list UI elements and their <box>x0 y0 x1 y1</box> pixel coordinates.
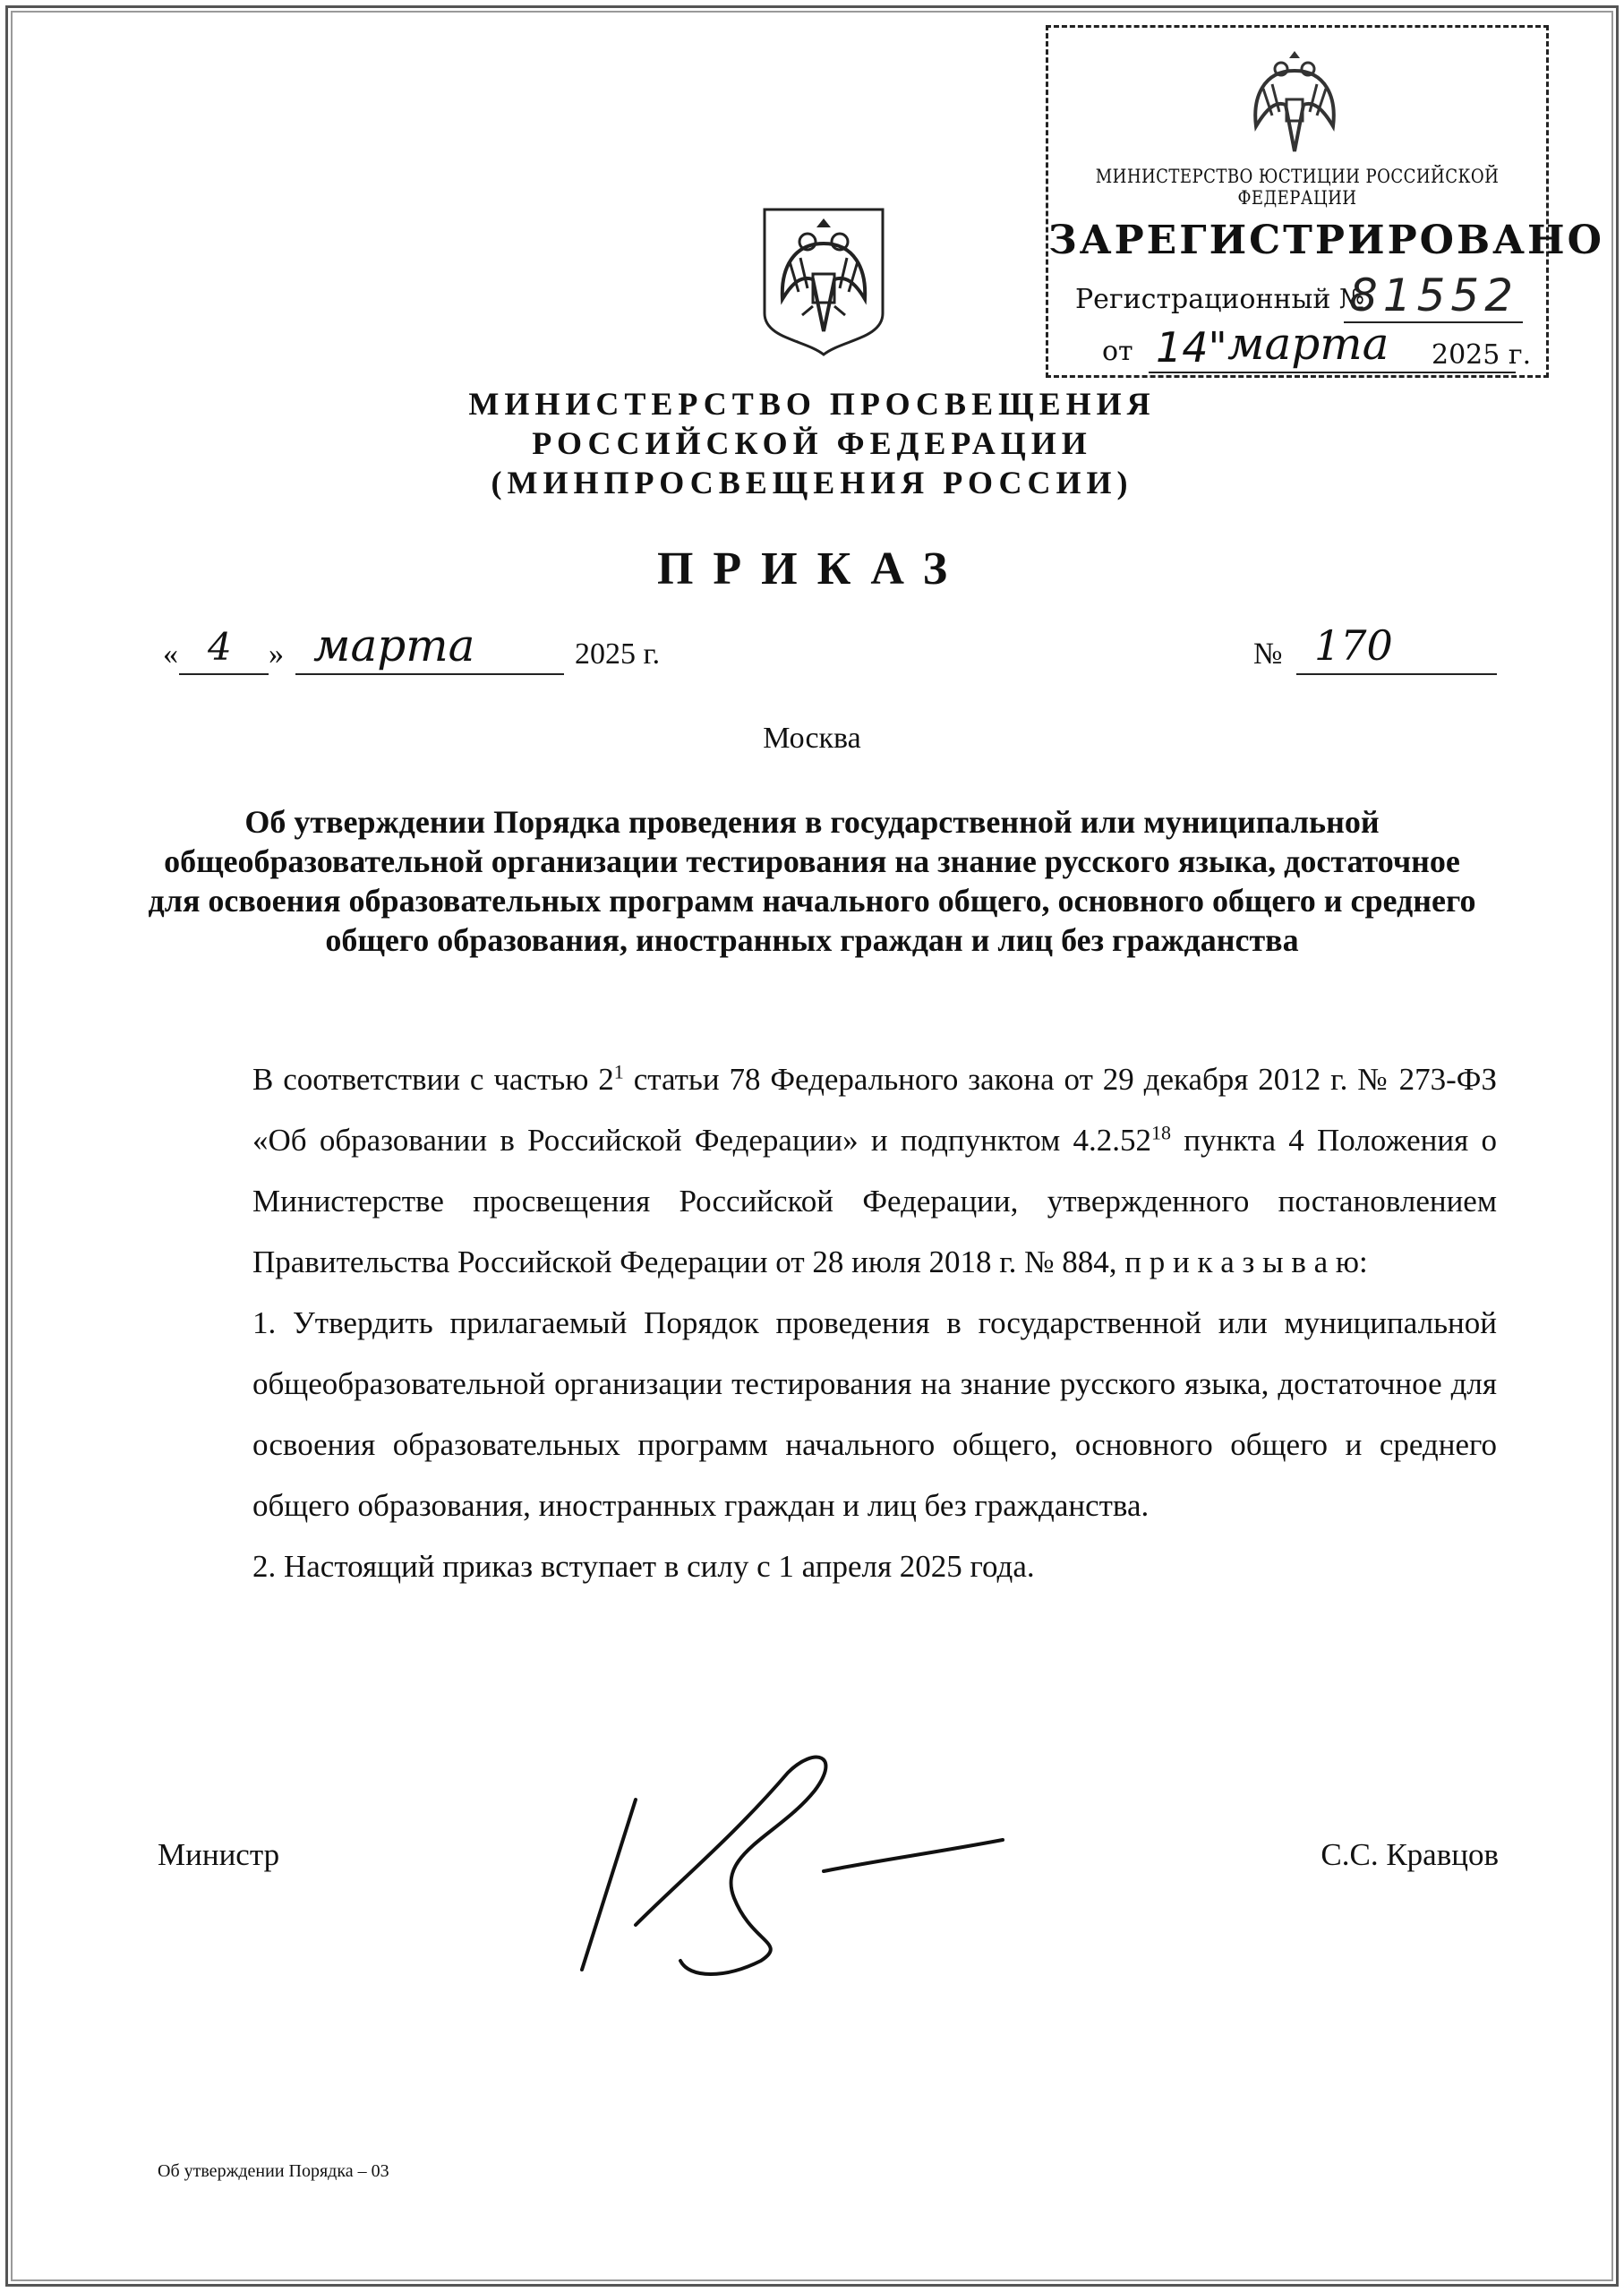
date-close-quote: » <box>269 637 284 671</box>
coat-of-arms-icon <box>761 206 886 358</box>
paragraph-item-2: 2. Настоящий приказ вступает в силу с 1 апреля 2025 года. <box>252 1549 1035 1584</box>
preamble-sup-2: 18 <box>1150 1121 1171 1144</box>
stamp-from-label: от <box>1102 336 1133 367</box>
preamble-part-c: пункта 4 Положения о Министерстве просвещения Российской Федерации, утвержденного постановлением Правительства Российской Федерации от 28 июля 2018 г. № 884, <box>252 1123 1497 1279</box>
ministry-name-line3: (МИНПРОСВЕЩЕНИЯ РОССИИ) <box>491 465 1133 500</box>
stamp-reg-number-label: Регистрационный № <box>1075 284 1365 315</box>
stamp-year: 2025 г. <box>1432 339 1532 371</box>
preamble-part-a: В соответствии с частью 2 <box>252 1062 614 1097</box>
date-month-underline <box>295 673 564 675</box>
date-month: марта <box>313 620 475 671</box>
city: Москва <box>763 722 861 755</box>
footer-note: Об утверждении Порядка – 03 <box>158 2161 389 2181</box>
order-number: 170 <box>1314 621 1393 670</box>
date-day: 4 <box>208 625 232 669</box>
stamp-ministry: МИНИСТЕРСТВО ЮСТИЦИИ РОССИЙСКОЙ ФЕДЕРАЦИИ <box>1095 166 1500 209</box>
order-title: ПРИКАЗ <box>656 543 968 594</box>
stamp-eagle-icon <box>1245 44 1344 160</box>
preamble-sup-1: 1 <box>613 1060 624 1083</box>
stamp-month: марта <box>1227 318 1389 370</box>
order-number-label: № <box>1253 637 1283 671</box>
preamble-part-b: статьи 78 Федерального закона от 29 декабря 2012 г. № 273-ФЗ «Об образовании в Российской Федерации» и подпунктом 4.2.52 <box>252 1062 1497 1158</box>
preamble-order-word: п р и к а з ы в а ю: <box>1116 1244 1368 1279</box>
body-text <box>158 1049 1497 1597</box>
order-number-underline <box>1296 673 1497 675</box>
stamp-reg-number: 81552 <box>1349 269 1519 321</box>
date-open-quote: « <box>163 637 178 671</box>
ministry-name-line1: МИНИСТЕРСТВО ПРОСВЕЩЕНИЯ <box>468 386 1156 422</box>
signatory-position: Министр <box>158 1837 280 1872</box>
date-year: 2025 г. <box>575 637 661 671</box>
registration-stamp <box>1046 25 1604 378</box>
stamp-date-underline <box>1149 372 1516 373</box>
stamp-registered: ЗАРЕГИСТРИРОВАНО <box>1048 218 1604 263</box>
signatory-name: С.С. Кравцов <box>1321 1837 1499 1872</box>
stamp-day: 14" <box>1156 323 1227 372</box>
paragraph-preamble <box>158 1049 1497 1293</box>
document-title: Об утверждении Порядка проведения в государственной или муниципальной общеобразовательной организации тестирования на знание русского языка, достаточное для освоения образовательных программ начального общего, основного общего и среднего общего образования, иностранных граждан и лиц без гражданства <box>148 804 1476 958</box>
paragraph-item-1: 1. Утвердить прилагаемый Порядок проведения в государственной или муниципальной общеобразовательной организации тестирования на знание русского языка, достаточное для освоения образовательных программ начального общего, основного общего и среднего общего образования, иностранных граждан и лиц без гражданства. <box>252 1305 1497 1523</box>
handwritten-signature <box>555 1737 1021 2006</box>
ministry-name-line2: РОССИЙСКОЙ ФЕДЕРАЦИИ <box>532 425 1092 461</box>
date-day-underline <box>179 673 269 675</box>
